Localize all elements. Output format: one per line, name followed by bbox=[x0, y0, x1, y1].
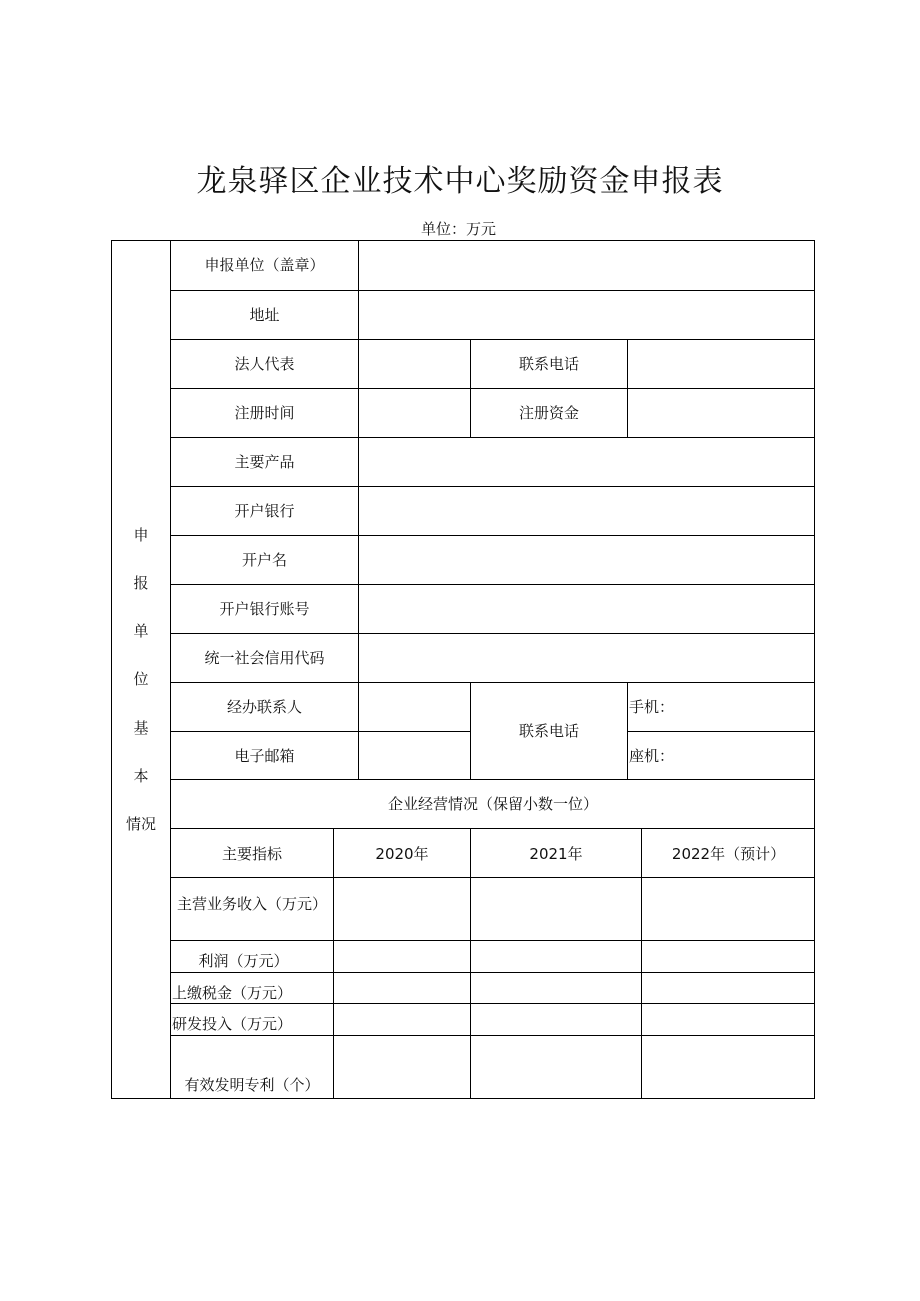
side-label-char: 本 bbox=[133, 767, 149, 785]
col-line bbox=[333, 828, 334, 1099]
row-line bbox=[171, 731, 471, 732]
row-line bbox=[171, 877, 815, 878]
row-line bbox=[171, 633, 815, 634]
row-line bbox=[171, 940, 815, 941]
label-reg-capital: 注册资金 bbox=[518, 404, 579, 422]
label-account-no: 开户银行账号 bbox=[219, 600, 310, 618]
column-header: 2021年 bbox=[529, 845, 583, 863]
page-title: 龙泉驿区企业技术中心奖励资金申报表 bbox=[196, 164, 724, 199]
label-main-products: 主要产品 bbox=[234, 453, 295, 471]
row-line bbox=[171, 1003, 815, 1004]
side-label bbox=[111, 520, 171, 840]
row-label-patents: 有效发明专利（个） bbox=[184, 1076, 320, 1094]
column-header: 2022年（预计） bbox=[671, 845, 786, 863]
row-line bbox=[171, 682, 815, 683]
label-legal-rep: 法人代表 bbox=[234, 355, 295, 373]
column-header: 2020年 bbox=[375, 845, 429, 863]
row-label-revenue: 主营业务收入（万元） bbox=[176, 895, 327, 913]
side-label-char: 申 bbox=[133, 526, 149, 544]
row-line bbox=[171, 1035, 815, 1036]
row-line bbox=[171, 584, 815, 585]
row-line bbox=[171, 828, 815, 829]
side-label-char: 报 bbox=[133, 574, 149, 592]
col-line bbox=[627, 339, 628, 437]
label-landline: 座机： bbox=[629, 747, 675, 765]
side-label-char: 单 bbox=[133, 622, 149, 640]
label-email: 电子邮箱 bbox=[234, 747, 295, 765]
row-line bbox=[171, 388, 815, 389]
label-contact-phone: 联系电话 bbox=[518, 355, 579, 373]
label-credit-code: 统一社会信用代码 bbox=[204, 649, 325, 667]
side-label-char: 情况 bbox=[125, 815, 156, 833]
label-handler-phone: 联系电话 bbox=[518, 722, 579, 740]
side-label-char: 基 bbox=[133, 719, 149, 737]
col-line bbox=[470, 828, 471, 1099]
label-applicant: 申报单位（盖章） bbox=[204, 256, 325, 274]
row-label-tax: 上缴税金（万元） bbox=[172, 984, 293, 1002]
row-label-rnd: 研发投入（万元） bbox=[172, 1015, 293, 1033]
column-header: 主要指标 bbox=[221, 845, 282, 863]
row-line bbox=[171, 290, 815, 291]
row-line bbox=[171, 437, 815, 438]
col-line bbox=[627, 682, 628, 779]
row-line bbox=[171, 972, 815, 973]
business-header: 企业经营情况（保留小数一位） bbox=[387, 795, 598, 813]
label-address: 地址 bbox=[249, 306, 280, 324]
row-line bbox=[171, 486, 815, 487]
label-reg-time: 注册时间 bbox=[234, 404, 295, 422]
row-line bbox=[171, 779, 815, 780]
col-line bbox=[641, 828, 642, 1099]
row-label-profit: 利润（万元） bbox=[198, 952, 289, 970]
row-line bbox=[171, 535, 815, 536]
row-line bbox=[627, 731, 815, 732]
side-label-char: 位 bbox=[133, 670, 149, 688]
row-line bbox=[171, 339, 815, 340]
label-mobile: 手机： bbox=[629, 698, 675, 716]
col-line bbox=[358, 240, 359, 780]
label-handler: 经办联系人 bbox=[226, 698, 302, 716]
unit-label: 单位：万元 bbox=[421, 220, 497, 238]
label-account-name: 开户名 bbox=[241, 551, 287, 569]
label-bank: 开户银行 bbox=[234, 502, 295, 520]
